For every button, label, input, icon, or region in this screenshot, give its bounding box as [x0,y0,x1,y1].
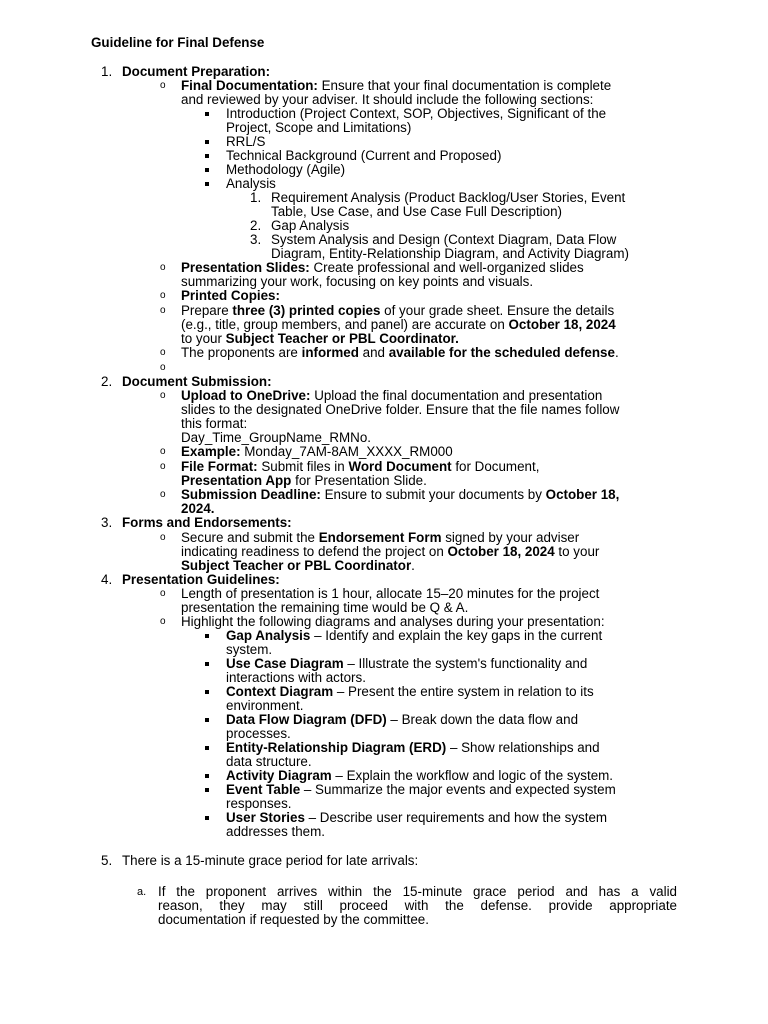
submission-deadline-cont: 2024. [181,501,215,516]
bullet-marker: o [160,80,166,91]
printed-copies-cont2: to your Subject Teacher or PBL Coordinator. [181,331,459,346]
bullet-marker: o [160,616,166,627]
file-format-cont: Presentation App for Presentation Slide. [181,473,427,488]
bullet-marker: o [160,362,166,373]
section-item-technical-background: Technical Background (Current and Proposed) [226,148,502,163]
section-heading-presentation-guidelines: Presentation Guidelines: [122,572,280,587]
list-number: 4. [101,572,113,587]
analysis-item-system: System Analysis and Design (Context Diagram, Data Flow [271,232,617,247]
square-bullet [205,718,209,722]
diagram-item-label: Context Diagram [226,684,334,699]
diagram-item-cont: processes. [226,726,291,741]
list-number: 2. [101,374,113,389]
final-documentation-cont: and reviewed by your adviser. It should include the following sections: [181,92,594,107]
bullet-marker: o [160,532,166,543]
diagram-item-cont: environment. [226,698,304,713]
square-bullet [205,634,209,638]
section-item-rrl: RRL/S [226,134,266,149]
square-bullet [205,112,209,116]
section-heading-forms-endorsements: Forms and Endorsements: [122,515,292,530]
presentation-slides-label: Presentation Slides: [181,260,310,275]
diagram-item-label: Gap Analysis [226,628,311,643]
upload-onedrive-cont2: this format: [181,416,248,431]
square-bullet [205,774,209,778]
bullet-marker: o [160,588,166,599]
grace-period-text: If the proponent arrives within the 15-minute grace period and has a valid [158,884,677,899]
bullet-marker: o [160,305,166,316]
grace-period-text-cont2: documentation if requested by the committee. [158,912,429,927]
bullet-marker: o [160,347,166,358]
submission-deadline-line: Submission Deadline: Ensure to submit your documents by October 18, [181,487,620,502]
analysis-item-requirement: Requirement Analysis (Product Backlog/User Stories, Event [271,190,626,205]
square-bullet [205,788,209,792]
section-heading-document-preparation: Document Preparation: [122,64,271,79]
section-item-analysis: Analysis [226,176,276,191]
bullet-marker: o [160,461,166,472]
grace-period-text-cont: reason, they may still proceed with the defense. provide appropriate [158,898,677,913]
printed-copies-cont: (e.g., title, group members, and panel) are accurate on October 18, 2024 [181,317,616,332]
square-bullet [205,154,209,158]
presentation-length-cont: presentation the remaining time would be Q & A. [181,600,469,615]
upload-onedrive-line: Upload to OneDrive: Upload the final documentation and presentation [181,388,603,403]
list-number: 3. [101,515,113,530]
diagram-item: Entity-Relationship Diagram (ERD) – Show relationships and [226,740,600,755]
file-format-line: File Format: Submit files in Word Document for Document, [181,459,540,474]
proponents-line: The proponents are informed and available for the scheduled defense. [181,345,619,360]
list-number: 3. [250,232,262,247]
bullet-marker: o [160,446,166,457]
analysis-item-system-cont: Diagram, Entity-Relationship Diagram, and Activity Diagram) [271,246,629,261]
analysis-item-gap: Gap Analysis [271,218,350,233]
diagram-item-cont: addresses them. [226,824,325,839]
endorsement-cont2: Subject Teacher or PBL Coordinator. [181,558,415,573]
example-line: Example: Monday_7AM-8AM_XXXX_RM000 [181,444,453,459]
bullet-marker: o [160,262,166,273]
diagram-item: Activity Diagram – Explain the workflow and logic of the system. [226,768,614,783]
diagram-item: Context Diagram – Present the entire system in relation to its [226,684,594,699]
bullet-marker: o [160,290,166,301]
presentation-length-line: Length of presentation is 1 hour, allocate 15–20 minutes for the project [181,586,600,601]
diagram-item: Gap Analysis – Identify and explain the key gaps in the current [226,628,603,643]
diagram-item-label: User Stories [226,810,305,825]
diagram-item: Use Case Diagram – Illustrate the system's functionality and [226,656,588,671]
presentation-slides-cont: summarizing your work, focusing on key points and visuals. [181,274,534,289]
highlight-diagrams-line: Highlight the following diagrams and analyses during your presentation: [181,614,605,629]
square-bullet [205,662,209,666]
bullet-marker: o [160,489,166,500]
bullet-marker: o [160,390,166,401]
analysis-item-requirement-cont: Table, Use Case, and Use Case Full Description) [271,204,562,219]
square-bullet [205,168,209,172]
diagram-item-label: Data Flow Diagram (DFD) [226,712,387,727]
presentation-slides-line: Presentation Slides: Create professional and well-organized slides [181,260,584,275]
file-name-format: Day_Time_GroupName_RMNo. [181,430,372,445]
diagram-item-label: Event Table [226,782,301,797]
section-heading-document-submission: Document Submission: [122,374,272,389]
diagram-item-label: Activity Diagram [226,768,332,783]
list-number: 1. [250,190,262,205]
diagram-item-cont: data structure. [226,754,312,769]
square-bullet [205,140,209,144]
section-item-methodology: Methodology (Agile) [226,162,346,177]
final-documentation-line: Final Documentation: Ensure that your final documentation is complete [181,78,612,93]
square-bullet [205,816,209,820]
final-documentation-label: Final Documentation: [181,78,318,93]
grace-period-heading: There is a 15-minute grace period for late arrivals: [122,853,419,868]
diagram-item: User Stories – Describe user requirements and how the system [226,810,608,825]
page-title: Guideline for Final Defense [91,35,265,50]
endorsement-line: Secure and submit the Endorsement Form signed by your adviser [181,530,580,545]
square-bullet [205,746,209,750]
upload-onedrive-cont: slides to the designated OneDrive folder. Ensure that the file names follow [181,402,620,417]
diagram-item: Event Table – Summarize the major events and expected system [226,782,616,797]
list-letter: a. [137,886,147,898]
diagram-item-cont: responses. [226,796,292,811]
printed-copies-label: Printed Copies: [181,288,280,303]
square-bullet [205,182,209,186]
diagram-item-label: Entity-Relationship Diagram (ERD) [226,740,447,755]
diagram-item-cont: system. [226,642,273,657]
list-number: 1. [101,64,113,79]
list-number: 5. [101,853,113,868]
diagram-item-cont: interactions with actors. [226,670,366,685]
endorsement-cont: indicating readiness to defend the project on October 18, 2024 to your [181,544,600,559]
printed-copies-line: Prepare three (3) printed copies of your grade sheet. Ensure the details [181,303,615,318]
diagram-item-label: Use Case Diagram [226,656,344,671]
diagram-item: Data Flow Diagram (DFD) – Break down the data flow and [226,712,579,727]
list-number: 2. [250,218,262,233]
section-item-introduction: Introduction (Project Context, SOP, Objectives, Significant of the [226,106,607,121]
section-item-introduction-cont: Project, Scope and Limitations) [226,120,412,135]
square-bullet [205,690,209,694]
